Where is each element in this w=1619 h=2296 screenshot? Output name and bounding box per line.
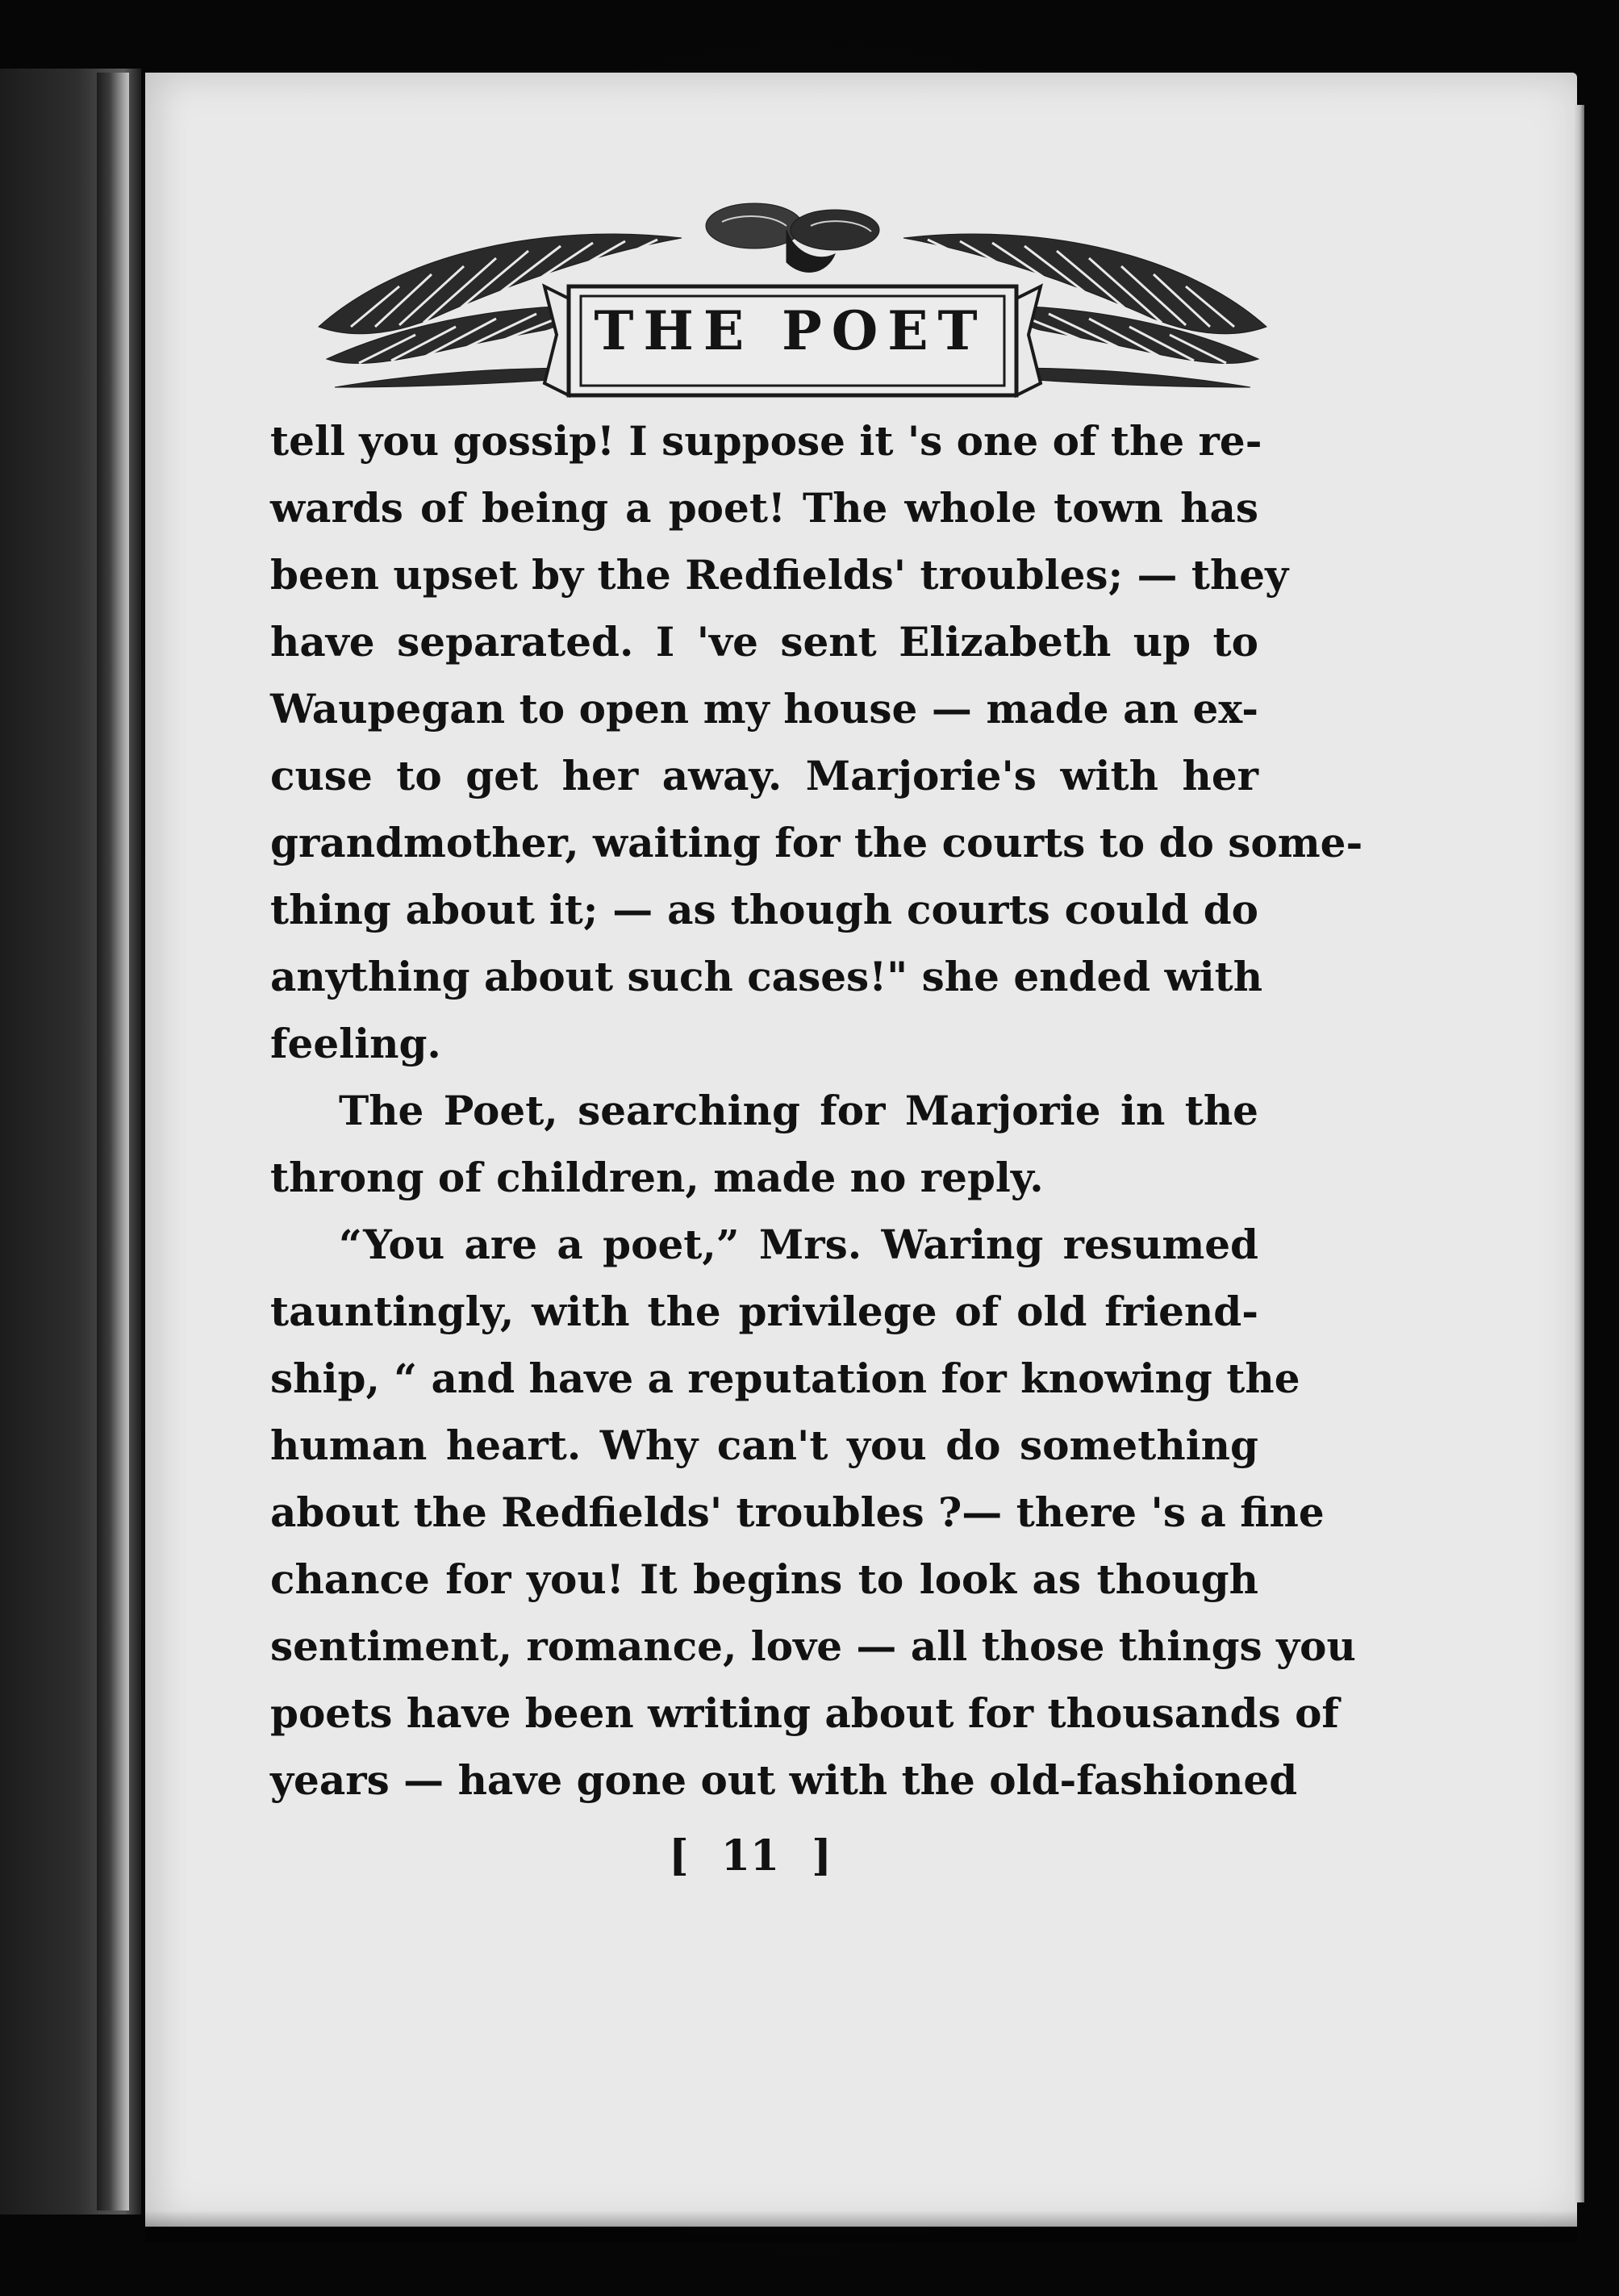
text-line: human heart. Why can't you do something bbox=[270, 1421, 1258, 1469]
text-line: thing about it; — as though courts could do bbox=[270, 886, 1258, 933]
text-line: tell you gossip! I suppose it 's one of the re- bbox=[270, 417, 1262, 465]
page-number: [ 11 ] bbox=[669, 1831, 832, 1881]
text-line: grandmother, waiting for the courts to do some- bbox=[270, 819, 1363, 866]
text-line: Waupegan to open my house — made an ex- bbox=[270, 685, 1258, 733]
text-line: wards of being a poet! The whole town has bbox=[270, 484, 1258, 532]
text-line: been upset by the Redfields' troubles; — they bbox=[270, 551, 1289, 599]
text-line: years — have gone out with the old-fashioned bbox=[270, 1756, 1298, 1804]
text-line: about the Redfields' troubles ?— there 's a fine bbox=[270, 1488, 1325, 1536]
text-line: throng of children, made no reply. bbox=[270, 1154, 1044, 1201]
text-line: cuse to get her away. Marjorie's with her bbox=[270, 752, 1258, 799]
page-bottom-shadow bbox=[145, 2210, 1577, 2243]
body-text bbox=[270, 407, 1363, 1814]
text-line: feeling. bbox=[270, 1020, 441, 1067]
page-gutter-shadow bbox=[97, 73, 129, 2210]
text-line: anything about such cases!" she ended with bbox=[270, 953, 1263, 1000]
text-line: “You are a poet,” Mrs. Waring resumed bbox=[339, 1221, 1258, 1268]
text-line: ship, “ and have a reputation for knowing the bbox=[270, 1355, 1300, 1402]
running-header-title: THE POET bbox=[594, 299, 987, 362]
page-right-edge bbox=[1573, 105, 1584, 2202]
text-line: have separated. I 've sent Elizabeth up to bbox=[270, 618, 1258, 666]
text-line: The Poet, searching for Marjorie in the bbox=[339, 1087, 1258, 1134]
text-line: poets have been writing about for thousands of bbox=[270, 1689, 1339, 1737]
text-line: tauntingly, with the privilege of old friend- bbox=[270, 1288, 1258, 1335]
text-line: sentiment, romance, love — all those things you bbox=[270, 1622, 1356, 1670]
text-line: chance for you! It begins to look as though bbox=[270, 1555, 1258, 1603]
